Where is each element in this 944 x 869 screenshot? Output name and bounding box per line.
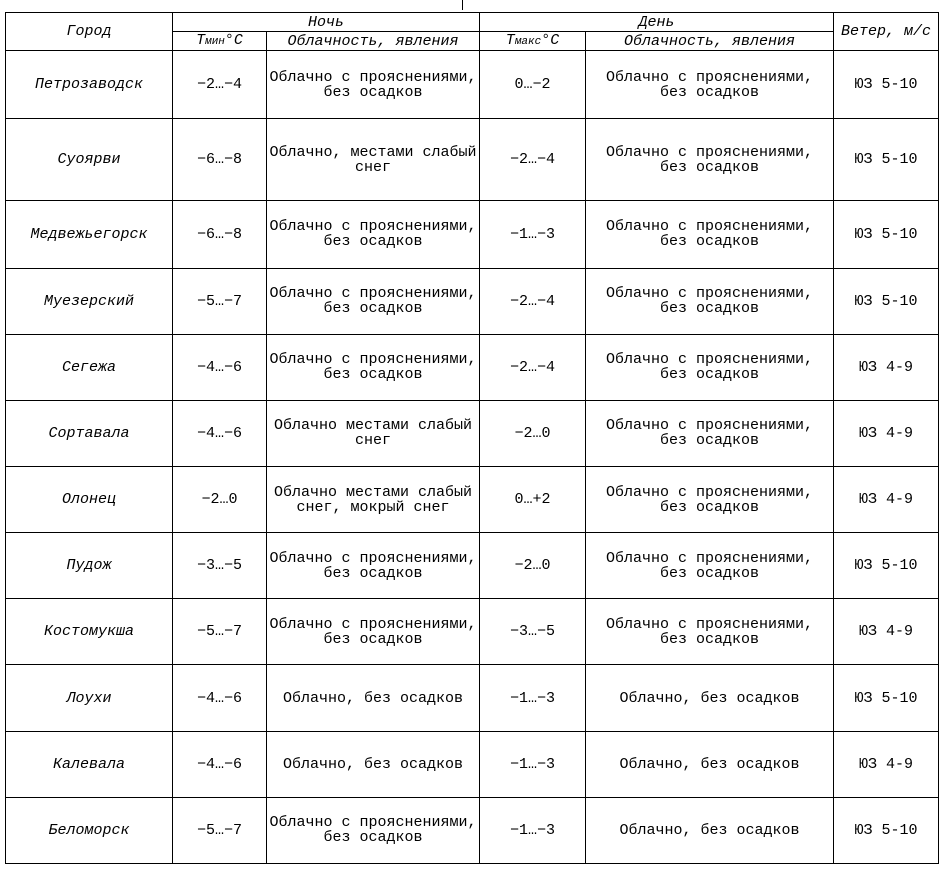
day-temp: 0…+2 — [480, 466, 586, 532]
wind-value: ЮЗ 4-9 — [834, 466, 939, 532]
table-row — [6, 334, 939, 400]
header-cloud-day: Облачность, явления — [586, 32, 834, 51]
day-temp: −1…−3 — [480, 665, 586, 731]
city-name: Суоярви — [6, 119, 173, 201]
night-cloud: Облачно, без осадков — [267, 665, 480, 731]
day-cloud: Облачно, без осадков — [586, 665, 834, 731]
city-name: Сортавала — [6, 400, 173, 466]
day-cloud: Облачно, без осадков — [586, 797, 834, 863]
night-temp: −3…−5 — [173, 533, 267, 599]
night-cloud: Облачно, местами слабый снег — [267, 119, 480, 201]
city-name: Беломорск — [6, 797, 173, 863]
night-cloud: Облачно с прояснениями, без осадков — [267, 533, 480, 599]
day-temp: −3…−5 — [480, 599, 586, 665]
day-cloud: Облачно с прояснениями, без осадков — [586, 119, 834, 201]
wind-value: ЮЗ 5-10 — [834, 51, 939, 119]
day-temp: −1…−3 — [480, 731, 586, 797]
city-name: Медвежьегорск — [6, 201, 173, 268]
city-name: Петрозаводск — [6, 51, 173, 119]
table-row — [6, 51, 939, 119]
night-cloud: Облачно, без осадков — [267, 731, 480, 797]
wind-value: ЮЗ 5-10 — [834, 201, 939, 268]
wind-value: ЮЗ 4-9 — [834, 334, 939, 400]
wind-value: ЮЗ 5-10 — [834, 797, 939, 863]
city-name: Олонец — [6, 466, 173, 532]
day-cloud: Облачно с прояснениями, без осадков — [586, 533, 834, 599]
header-wind: Ветер, м/с — [834, 13, 939, 51]
wind-value: ЮЗ 4-9 — [834, 400, 939, 466]
forecast-table — [5, 12, 939, 864]
wind-value: ЮЗ 4-9 — [834, 599, 939, 665]
wind-value: ЮЗ 5-10 — [834, 665, 939, 731]
table-row — [6, 119, 939, 201]
day-temp: −2…0 — [480, 533, 586, 599]
table-row — [6, 797, 939, 863]
wind-value: ЮЗ 5-10 — [834, 268, 939, 334]
day-cloud: Облачно с прояснениями, без осадков — [586, 400, 834, 466]
day-cloud: Облачно с прояснениями, без осадков — [586, 599, 834, 665]
night-cloud: Облачно с прояснениями, без осадков — [267, 797, 480, 863]
header-day: День — [480, 13, 834, 32]
header-night: Ночь — [173, 13, 480, 32]
table-row — [6, 665, 939, 731]
day-temp: 0…−2 — [480, 51, 586, 119]
night-cloud: Облачно с прояснениями, без осадков — [267, 599, 480, 665]
night-cloud: Облачно с прояснениями, без осадков — [267, 201, 480, 268]
wind-value: ЮЗ 4-9 — [834, 731, 939, 797]
night-temp: −4…−6 — [173, 665, 267, 731]
city-name: Сегежа — [6, 334, 173, 400]
table-row — [6, 599, 939, 665]
table-row — [6, 466, 939, 532]
header-cloud-night: Облачность, явления — [267, 32, 480, 51]
table-row — [6, 201, 939, 268]
day-temp: −1…−3 — [480, 797, 586, 863]
day-cloud: Облачно с прояснениями, без осадков — [586, 334, 834, 400]
city-name: Пудож — [6, 533, 173, 599]
table-row — [6, 400, 939, 466]
day-temp: −2…−4 — [480, 268, 586, 334]
table-row — [6, 533, 939, 599]
day-cloud: Облачно, без осадков — [586, 731, 834, 797]
top-tick — [462, 0, 463, 10]
night-temp: −5…−7 — [173, 599, 267, 665]
night-cloud: Облачно с прояснениями, без осадков — [267, 268, 480, 334]
city-name: Калевала — [6, 731, 173, 797]
night-cloud: Облачно с прояснениями, без осадков — [267, 334, 480, 400]
day-temp: −1…−3 — [480, 201, 586, 268]
header-city: Город — [6, 13, 173, 51]
day-cloud: Облачно с прояснениями, без осадков — [586, 201, 834, 268]
city-name: Муезерский — [6, 268, 173, 334]
city-name: Лоухи — [6, 665, 173, 731]
night-temp: −2…0 — [173, 466, 267, 532]
night-temp: −4…−6 — [173, 334, 267, 400]
wind-value: ЮЗ 5-10 — [834, 533, 939, 599]
night-temp: −6…−8 — [173, 201, 267, 268]
wind-value: ЮЗ 5-10 — [834, 119, 939, 201]
day-cloud: Облачно с прояснениями, без осадков — [586, 51, 834, 119]
night-temp: −5…−7 — [173, 797, 267, 863]
night-temp: −6…−8 — [173, 119, 267, 201]
day-temp: −2…−4 — [480, 334, 586, 400]
header-tmax: Тмакс°С — [480, 32, 586, 51]
table-row — [6, 268, 939, 334]
table-row — [6, 731, 939, 797]
night-temp: −2…−4 — [173, 51, 267, 119]
day-temp: −2…0 — [480, 400, 586, 466]
night-temp: −4…−6 — [173, 400, 267, 466]
city-name: Костомукша — [6, 599, 173, 665]
night-temp: −4…−6 — [173, 731, 267, 797]
night-cloud: Облачно с прояснениями, без осадков — [267, 51, 480, 119]
night-cloud: Облачно местами слабый снег — [267, 400, 480, 466]
night-cloud: Облачно местами слабый снег, мокрый снег — [267, 466, 480, 532]
header-tmin: Тмин°С — [173, 32, 267, 51]
night-temp: −5…−7 — [173, 268, 267, 334]
day-temp: −2…−4 — [480, 119, 586, 201]
day-cloud: Облачно с прояснениями, без осадков — [586, 268, 834, 334]
day-cloud: Облачно с прояснениями, без осадков — [586, 466, 834, 532]
